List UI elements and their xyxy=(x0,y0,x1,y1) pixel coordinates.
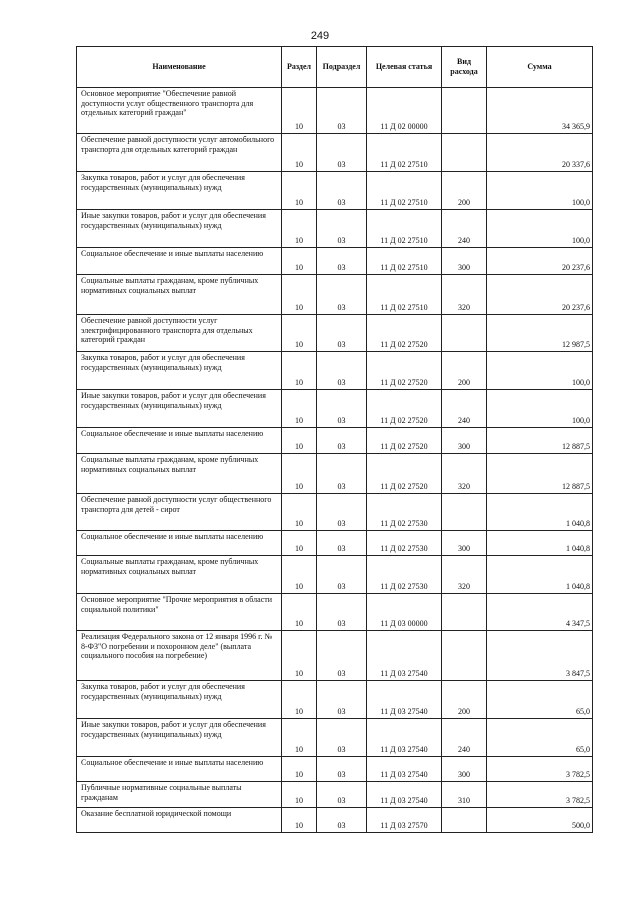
row-vid: 310 xyxy=(442,782,487,808)
row-podrazdel: 03 xyxy=(317,210,367,248)
row-summa: 65,0 xyxy=(487,681,593,719)
row-celevaya: 11 Д 02 27520 xyxy=(367,390,442,428)
row-vid: 240 xyxy=(442,719,487,757)
table-header-row xyxy=(77,47,593,88)
row-celevaya: 11 Д 03 27540 xyxy=(367,782,442,808)
row-celevaya: 11 Д 02 27530 xyxy=(367,494,442,531)
row-razdel: 10 xyxy=(282,594,317,631)
row-vid xyxy=(442,494,487,531)
row-razdel: 10 xyxy=(282,315,317,352)
row-celevaya: 11 Д 02 00000 xyxy=(367,88,442,134)
row-summa: 500,0 xyxy=(487,808,593,833)
row-razdel: 10 xyxy=(282,390,317,428)
row-razdel: 10 xyxy=(282,428,317,454)
table-row xyxy=(77,88,593,134)
row-podrazdel: 03 xyxy=(317,556,367,594)
row-vid: 200 xyxy=(442,352,487,390)
row-summa: 1 040,8 xyxy=(487,556,593,594)
row-summa: 1 040,8 xyxy=(487,494,593,531)
row-name: Социальные выплаты гражданам, кроме публичных нормативных социальных выплат xyxy=(77,275,282,315)
row-celevaya: 11 Д 03 27570 xyxy=(367,808,442,833)
row-celevaya: 11 Д 02 27530 xyxy=(367,531,442,556)
table-row xyxy=(77,172,593,210)
row-podrazdel: 03 xyxy=(317,631,367,681)
table-row xyxy=(77,454,593,494)
row-summa: 100,0 xyxy=(487,352,593,390)
table-row xyxy=(77,681,593,719)
row-celevaya: 11 Д 02 27510 xyxy=(367,275,442,315)
table-row xyxy=(77,782,593,808)
row-summa: 3 782,5 xyxy=(487,757,593,782)
table-row xyxy=(77,248,593,275)
row-celevaya: 11 Д 03 00000 xyxy=(367,594,442,631)
row-celevaya: 11 Д 03 27540 xyxy=(367,681,442,719)
row-celevaya: 11 Д 02 27520 xyxy=(367,352,442,390)
header-podrazdel: Подраздел xyxy=(317,47,367,88)
row-razdel: 10 xyxy=(282,88,317,134)
row-vid: 200 xyxy=(442,681,487,719)
row-vid xyxy=(442,594,487,631)
row-celevaya: 11 Д 02 27510 xyxy=(367,172,442,210)
budget-table xyxy=(76,46,593,833)
row-vid xyxy=(442,315,487,352)
row-vid: 200 xyxy=(442,172,487,210)
table-row xyxy=(77,494,593,531)
row-podrazdel: 03 xyxy=(317,315,367,352)
row-podrazdel: 03 xyxy=(317,594,367,631)
row-summa: 20 237,6 xyxy=(487,248,593,275)
row-name: Социальные выплаты гражданам, кроме публичных нормативных социальных выплат xyxy=(77,556,282,594)
row-summa: 3 782,5 xyxy=(487,782,593,808)
row-name: Оказание бесплатной юридической помощи xyxy=(77,808,282,833)
row-vid: 300 xyxy=(442,531,487,556)
row-razdel: 10 xyxy=(282,248,317,275)
row-podrazdel: 03 xyxy=(317,719,367,757)
table-row xyxy=(77,390,593,428)
row-name: Основное мероприятие "Обеспечение равной доступности услуг общественного транспорта для отдельных категорий граждан" xyxy=(77,88,282,134)
table-row xyxy=(77,808,593,833)
header-summa: Сумма xyxy=(487,47,593,88)
row-razdel: 10 xyxy=(282,275,317,315)
row-razdel: 10 xyxy=(282,494,317,531)
row-summa: 3 847,5 xyxy=(487,631,593,681)
row-name: Социальное обеспечение и иные выплаты населению xyxy=(77,248,282,275)
row-vid: 320 xyxy=(442,275,487,315)
row-razdel: 10 xyxy=(282,454,317,494)
row-celevaya: 11 Д 03 27540 xyxy=(367,631,442,681)
table-row xyxy=(77,719,593,757)
row-podrazdel: 03 xyxy=(317,454,367,494)
row-vid: 240 xyxy=(442,210,487,248)
row-vid: 300 xyxy=(442,757,487,782)
table-row xyxy=(77,428,593,454)
row-podrazdel: 03 xyxy=(317,352,367,390)
row-name: Закупка товаров, работ и услуг для обеспечения государственных (муниципальных) нужд xyxy=(77,352,282,390)
row-summa: 34 365,9 xyxy=(487,88,593,134)
row-summa: 100,0 xyxy=(487,210,593,248)
table-row xyxy=(77,210,593,248)
row-razdel: 10 xyxy=(282,757,317,782)
row-name: Публичные нормативные социальные выплаты гражданам xyxy=(77,782,282,808)
row-celevaya: 11 Д 03 27540 xyxy=(367,757,442,782)
row-razdel: 10 xyxy=(282,172,317,210)
row-razdel: 10 xyxy=(282,556,317,594)
row-name: Реализация Федерального закона от 12 января 1996 г. № 8-ФЗ"О погребении и похоронном деле" (выплата социального пособия на погребение) xyxy=(77,631,282,681)
row-name: Иные закупки товаров, работ и услуг для обеспечения государственных (муниципальных) нужд xyxy=(77,719,282,757)
table-row xyxy=(77,531,593,556)
row-razdel: 10 xyxy=(282,531,317,556)
row-vid: 240 xyxy=(442,390,487,428)
row-name: Социальные выплаты гражданам, кроме публичных нормативных социальных выплат xyxy=(77,454,282,494)
row-name: Обеспечение равной доступности услуг электрифицированного транспорта для отдельных категорий граждан xyxy=(77,315,282,352)
table-row xyxy=(77,631,593,681)
row-podrazdel: 03 xyxy=(317,248,367,275)
table-row xyxy=(77,275,593,315)
row-celevaya: 11 Д 03 27540 xyxy=(367,719,442,757)
header-celevaya: Целевая статья xyxy=(367,47,442,88)
table-row xyxy=(77,134,593,172)
row-name: Основное мероприятие "Прочие мероприятия в области социальной политики" xyxy=(77,594,282,631)
row-name: Закупка товаров, работ и услуг для обеспечения государственных (муниципальных) нужд xyxy=(77,172,282,210)
row-vid: 320 xyxy=(442,556,487,594)
header-vid: Вид расхода xyxy=(442,47,487,88)
row-podrazdel: 03 xyxy=(317,808,367,833)
row-razdel: 10 xyxy=(282,134,317,172)
row-podrazdel: 03 xyxy=(317,782,367,808)
row-podrazdel: 03 xyxy=(317,681,367,719)
row-podrazdel: 03 xyxy=(317,390,367,428)
row-name: Обеспечение равной доступности услуг автомобильного транспорта для отдельных категорий граждан xyxy=(77,134,282,172)
table-row xyxy=(77,315,593,352)
row-vid: 300 xyxy=(442,248,487,275)
row-podrazdel: 03 xyxy=(317,88,367,134)
row-summa: 12 887,5 xyxy=(487,428,593,454)
row-celevaya: 11 Д 02 27520 xyxy=(367,428,442,454)
row-razdel: 10 xyxy=(282,210,317,248)
table-row xyxy=(77,757,593,782)
row-summa: 4 347,5 xyxy=(487,594,593,631)
row-summa: 12 987,5 xyxy=(487,315,593,352)
row-summa: 100,0 xyxy=(487,172,593,210)
row-vid: 300 xyxy=(442,428,487,454)
row-razdel: 10 xyxy=(282,719,317,757)
row-vid xyxy=(442,631,487,681)
row-razdel: 10 xyxy=(282,681,317,719)
row-podrazdel: 03 xyxy=(317,428,367,454)
row-name: Иные закупки товаров, работ и услуг для обеспечения государственных (муниципальных) нужд xyxy=(77,390,282,428)
row-name: Социальное обеспечение и иные выплаты населению xyxy=(77,757,282,782)
row-summa: 65,0 xyxy=(487,719,593,757)
row-podrazdel: 03 xyxy=(317,531,367,556)
row-summa: 1 040,8 xyxy=(487,531,593,556)
row-name: Социальное обеспечение и иные выплаты населению xyxy=(77,531,282,556)
row-podrazdel: 03 xyxy=(317,494,367,531)
row-celevaya: 11 Д 02 27530 xyxy=(367,556,442,594)
row-summa: 100,0 xyxy=(487,390,593,428)
header-name: Наименование xyxy=(77,47,282,88)
header-razdel: Раздел xyxy=(282,47,317,88)
row-razdel: 10 xyxy=(282,352,317,390)
page-number: 249 xyxy=(310,30,330,42)
row-vid xyxy=(442,808,487,833)
row-celevaya: 11 Д 02 27510 xyxy=(367,134,442,172)
row-name: Иные закупки товаров, работ и услуг для обеспечения государственных (муниципальных) нужд xyxy=(77,210,282,248)
row-celevaya: 11 Д 02 27520 xyxy=(367,315,442,352)
table-row xyxy=(77,556,593,594)
row-celevaya: 11 Д 02 27510 xyxy=(367,248,442,275)
table-row xyxy=(77,594,593,631)
row-summa: 12 887,5 xyxy=(487,454,593,494)
row-celevaya: 11 Д 02 27510 xyxy=(367,210,442,248)
row-name: Обеспечение равной доступности услуг общественного транспорта для детей - сирот xyxy=(77,494,282,531)
row-razdel: 10 xyxy=(282,782,317,808)
row-podrazdel: 03 xyxy=(317,275,367,315)
row-razdel: 10 xyxy=(282,631,317,681)
row-razdel: 10 xyxy=(282,808,317,833)
row-summa: 20 337,6 xyxy=(487,134,593,172)
row-podrazdel: 03 xyxy=(317,172,367,210)
row-podrazdel: 03 xyxy=(317,757,367,782)
row-podrazdel: 03 xyxy=(317,134,367,172)
row-name: Закупка товаров, работ и услуг для обеспечения государственных (муниципальных) нужд xyxy=(77,681,282,719)
row-name: Социальное обеспечение и иные выплаты населению xyxy=(77,428,282,454)
row-summa: 20 237,6 xyxy=(487,275,593,315)
row-vid xyxy=(442,88,487,134)
table-row xyxy=(77,352,593,390)
row-celevaya: 11 Д 02 27520 xyxy=(367,454,442,494)
row-vid xyxy=(442,134,487,172)
row-vid: 320 xyxy=(442,454,487,494)
